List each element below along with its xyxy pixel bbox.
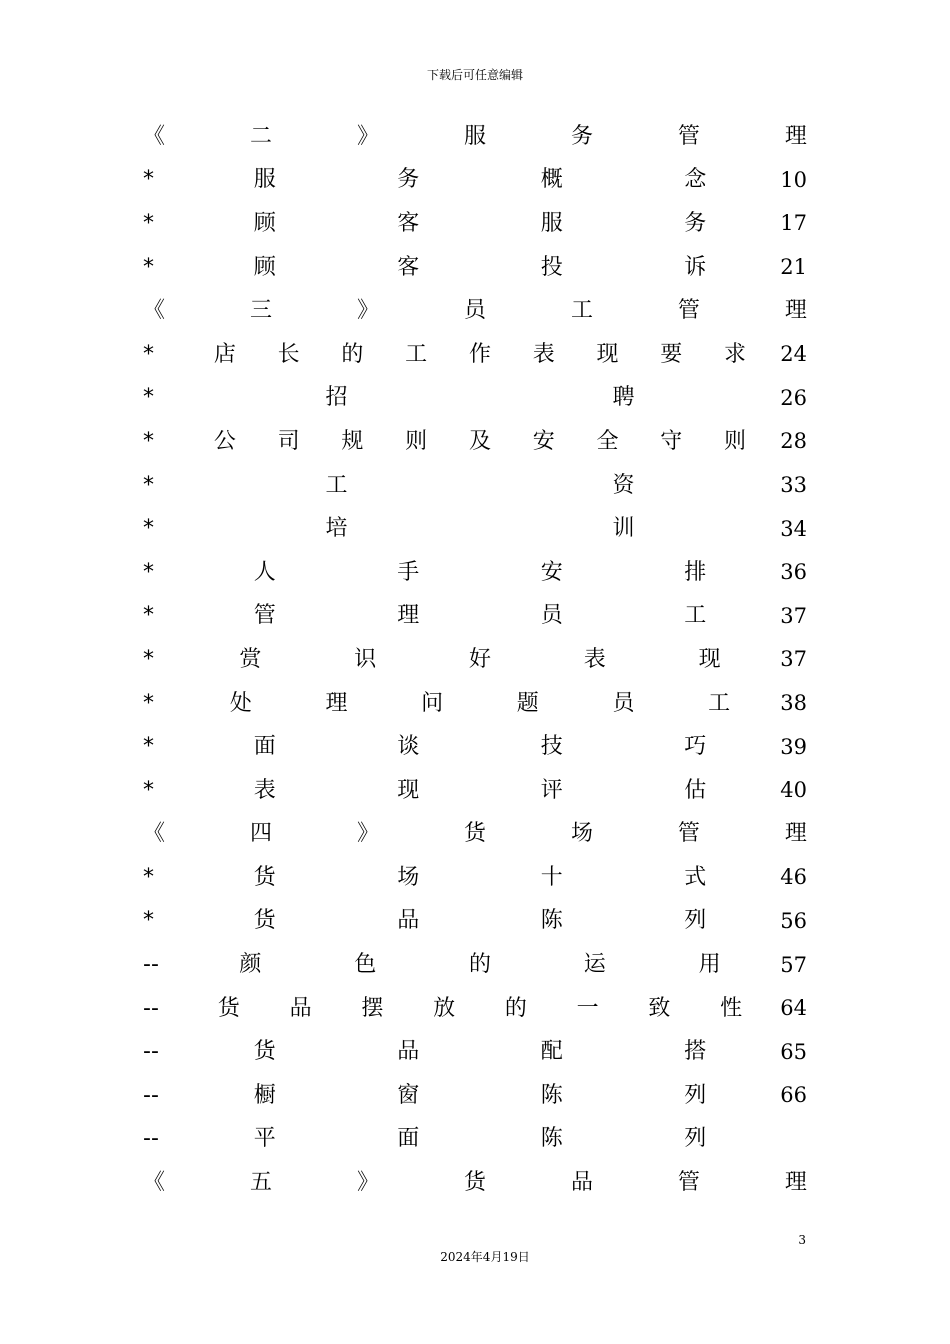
entry-title-char: 人 [253,559,276,585]
entry-title-char: 的 [504,995,527,1021]
entry-title-char: 致 [648,995,671,1021]
entry-page-number: 66 [780,1083,807,1108]
toc-entry [143,1118,807,1162]
toc-entry [143,638,807,682]
entry-title-char: 工 [708,690,731,716]
entry-bullet: -- [143,952,159,978]
entry-title-char: 店 [213,341,236,367]
toc-entry [143,159,807,203]
entry-title [193,646,767,672]
entry-title-char: 估 [684,777,707,803]
entry-title-char: 货 [253,1039,276,1065]
toc-entry [143,246,807,290]
section-heading-char: 管 [677,1170,700,1196]
entry-bullet: * [143,646,154,672]
entry-title-char: 表 [253,777,276,803]
toc-entry [143,595,807,639]
section-heading-char: 》 [356,821,379,847]
entry-title-char: 现 [397,777,420,803]
entry-page-number: 28 [780,429,807,454]
table-of-contents [143,115,807,1205]
entry-bullet: * [143,559,154,585]
entry-title-char: 性 [720,995,743,1021]
entry-title-char: 的 [341,341,364,367]
entry-title-char: 工 [684,603,707,629]
entry-title-char: 搭 [684,1039,707,1065]
section-heading-char: 管 [677,123,700,149]
entry-title-char: 货 [217,995,240,1021]
entry-title [193,864,767,890]
toc-entry [143,856,807,900]
section-heading-char: 管 [677,821,700,847]
entry-title-char: 列 [684,1082,707,1108]
entry-title-char: 顾 [253,210,276,236]
toc-entry [143,987,807,1031]
footer-date: 2024年4月19日 [440,1250,530,1264]
section-heading-char: 服 [463,123,486,149]
entry-bullet: * [143,864,154,890]
entry-title-char: 现 [596,341,619,367]
entry-title-char: 品 [397,908,420,934]
toc-entry [143,464,807,508]
page-number: 3 [798,1233,806,1247]
entry-title-char: 求 [724,341,747,367]
section-heading-char: 五 [249,1170,272,1196]
entry-title [193,1041,767,1063]
entry-title-char: 谈 [397,734,420,760]
entry-title-char: 客 [397,254,420,280]
toc-entry [143,725,807,769]
entry-title-char: 现 [698,646,721,672]
entry-page-number: 10 [780,167,807,192]
entry-title [193,387,767,409]
entry-title-char: 窗 [397,1082,420,1108]
entry-title-char: 工 [405,341,428,367]
section-heading-char: 货 [463,821,486,847]
section-heading-char: 》 [356,1170,379,1196]
entry-title [193,254,767,280]
section-heading-char: 四 [249,821,272,847]
entry-page-number: 65 [780,1039,807,1064]
entry-title-char: 则 [405,428,428,454]
entry-bullet: -- [143,1082,159,1108]
entry-page-number: 56 [780,908,807,933]
entry-bullet: * [143,472,154,498]
entry-page-number: 37 [780,603,807,628]
entry-title-char: 巧 [684,734,707,760]
entry-title-char: 放 [433,995,456,1021]
entry-title-char: 列 [684,908,707,934]
entry-bullet: * [143,167,154,193]
entry-title [193,954,767,976]
entry-page-number: 39 [780,734,807,759]
entry-title-char: 诉 [684,254,707,280]
section-heading-char: 员 [463,298,486,324]
entry-page-number: 57 [780,952,807,977]
entry-title-char: 问 [421,690,444,716]
entry-bullet: * [143,210,154,236]
toc-section-heading [143,289,807,333]
section-heading-char: 理 [784,298,807,324]
entry-title-char: 员 [540,603,563,629]
entry-title-char: 处 [229,690,252,716]
entry-title-char: 及 [468,428,491,454]
entry-title-char: 面 [253,734,276,760]
entry-title-char: 工 [325,472,348,498]
section-heading-char: 理 [784,1170,807,1196]
entry-title-char: 司 [277,428,300,454]
section-heading-char: 》 [356,123,379,149]
entry-title-char: 识 [354,646,377,672]
entry-title-char: 客 [397,210,420,236]
entry-title-char: 投 [540,254,563,280]
entry-bullet: * [143,516,154,542]
entry-title [193,472,767,498]
page-header: 下载后可任意编辑 [426,68,523,82]
toc-entry [143,377,807,421]
toc-entry [143,551,807,595]
section-heading-char: 理 [784,821,807,847]
entry-title-char: 公 [213,428,236,454]
entry-title-char: 十 [540,864,563,890]
entry-page-number: 21 [780,255,807,280]
section-heading-char: 务 [570,123,593,149]
toc-entry [143,333,807,377]
entry-title-char: 安 [532,428,555,454]
entry-page-number: 33 [780,473,807,498]
entry-bullet: * [143,908,154,934]
entry-bullet: * [143,428,154,454]
entry-title-char: 平 [253,1126,276,1152]
entry-title-char: 服 [253,167,276,193]
section-heading-char: 》 [356,298,379,324]
entry-bullet: * [143,690,154,716]
entry-title-char: 管 [253,603,276,629]
toc-entry [143,943,807,987]
entry-title [193,169,767,191]
entry-title-char: 务 [397,167,420,193]
entry-page-number: 64 [780,996,807,1021]
entry-title-char: 员 [612,690,635,716]
entry-title-char: 颜 [239,952,262,978]
entry-title-char: 训 [612,516,635,542]
entry-title [193,428,767,454]
entry-title-char: 排 [684,559,707,585]
entry-title [193,910,767,932]
entry-title-char: 列 [684,1126,707,1152]
section-heading-char: 三 [249,298,272,324]
entry-title-char: 概 [540,167,563,193]
toc-section-heading [143,1161,807,1205]
toc-section-heading [143,813,807,857]
entry-title-char: 品 [397,1039,420,1065]
entry-title-char: 长 [277,341,300,367]
entry-title-char: 陈 [540,908,563,934]
entry-title-char: 全 [596,428,619,454]
entry-title-char: 配 [540,1039,563,1065]
entry-title-char: 好 [468,646,491,672]
section-heading-char: 货 [463,1170,486,1196]
entry-bullet: * [143,341,154,367]
entry-title-char: 运 [583,952,606,978]
entry-title-char: 一 [576,995,599,1021]
entry-title-char: 面 [397,1126,420,1152]
entry-title-char: 要 [660,341,683,367]
entry-title-char: 赏 [239,646,262,672]
entry-title-char: 题 [516,690,539,716]
entry-title-char: 色 [354,952,377,978]
entry-title-char: 陈 [540,1082,563,1108]
entry-title [193,995,767,1021]
entry-title-char: 场 [397,864,420,890]
entry-title-char: 用 [698,952,721,978]
entry-page-number: 34 [780,516,807,541]
entry-title-char: 理 [325,690,348,716]
entry-bullet: -- [143,1039,159,1065]
entry-title-char: 服 [540,210,563,236]
toc-entry [143,1030,807,1074]
toc-entry [143,420,807,464]
entry-title [193,341,767,367]
entry-page-number: 26 [780,385,807,410]
entry-page-number: 46 [780,865,807,890]
entry-title-char: 表 [583,646,606,672]
entry-title-char: 资 [612,472,635,498]
section-heading-char: 品 [570,1170,593,1196]
entry-title-char: 培 [325,516,348,542]
entry-bullet: * [143,603,154,629]
entry-bullet: * [143,734,154,760]
section-heading-char: 二 [249,123,272,149]
entry-title [193,736,767,758]
section-heading-char: 《 [143,821,166,847]
entry-title-char: 技 [540,734,563,760]
entry-page-number: 24 [780,342,807,367]
toc-entry [143,682,807,726]
entry-bullet: -- [143,1126,159,1152]
section-heading-char: 工 [570,298,593,324]
entry-title [193,1082,767,1108]
entry-page-number: 36 [780,560,807,585]
toc-entry [143,507,807,551]
entry-title-char: 务 [684,210,707,236]
entry-title [193,777,767,803]
entry-bullet: * [143,254,154,280]
entry-title-char: 安 [540,559,563,585]
section-heading-char: 管 [677,298,700,324]
section-heading-char: 场 [570,821,593,847]
entry-title-char: 手 [397,559,420,585]
entry-title [193,690,767,716]
entry-title [193,605,767,627]
entry-title-char: 顾 [253,254,276,280]
entry-page-number: 40 [780,778,807,803]
toc-entry [143,900,807,944]
entry-title-char: 规 [341,428,364,454]
entry-title-char: 理 [397,603,420,629]
entry-title-char: 评 [540,777,563,803]
toc-entry [143,202,807,246]
entry-title-char: 聘 [612,385,635,411]
entry-title-char: 式 [684,864,707,890]
entry-page-number: 38 [780,691,807,716]
section-heading-char: 理 [784,123,807,149]
entry-title-char: 陈 [540,1126,563,1152]
entry-title-char: 货 [253,864,276,890]
entry-title-char: 则 [724,428,747,454]
entry-title [193,1128,767,1150]
entry-title-char: 作 [468,341,491,367]
entry-page-number: 17 [780,211,807,236]
entry-title-char: 念 [684,167,707,193]
entry-title-char: 品 [289,995,312,1021]
entry-title-char: 摆 [361,995,384,1021]
entry-title-char: 招 [325,385,348,411]
entry-bullet: * [143,385,154,411]
entry-title [193,518,767,540]
entry-title-char: 货 [253,908,276,934]
toc-entry [143,1074,807,1118]
entry-title-char: 的 [468,952,491,978]
entry-page-number: 37 [780,647,807,672]
toc-entry [143,769,807,813]
section-heading-char: 《 [143,298,166,324]
entry-bullet: -- [143,995,159,1021]
entry-title-char: 守 [660,428,683,454]
section-heading-char: 《 [143,1170,166,1196]
entry-bullet: * [143,777,154,803]
section-heading-char: 《 [143,123,166,149]
toc-section-heading [143,115,807,159]
entry-title-char: 表 [532,341,555,367]
entry-title [193,210,767,236]
entry-title-char: 橱 [253,1082,276,1108]
entry-title [193,559,767,585]
